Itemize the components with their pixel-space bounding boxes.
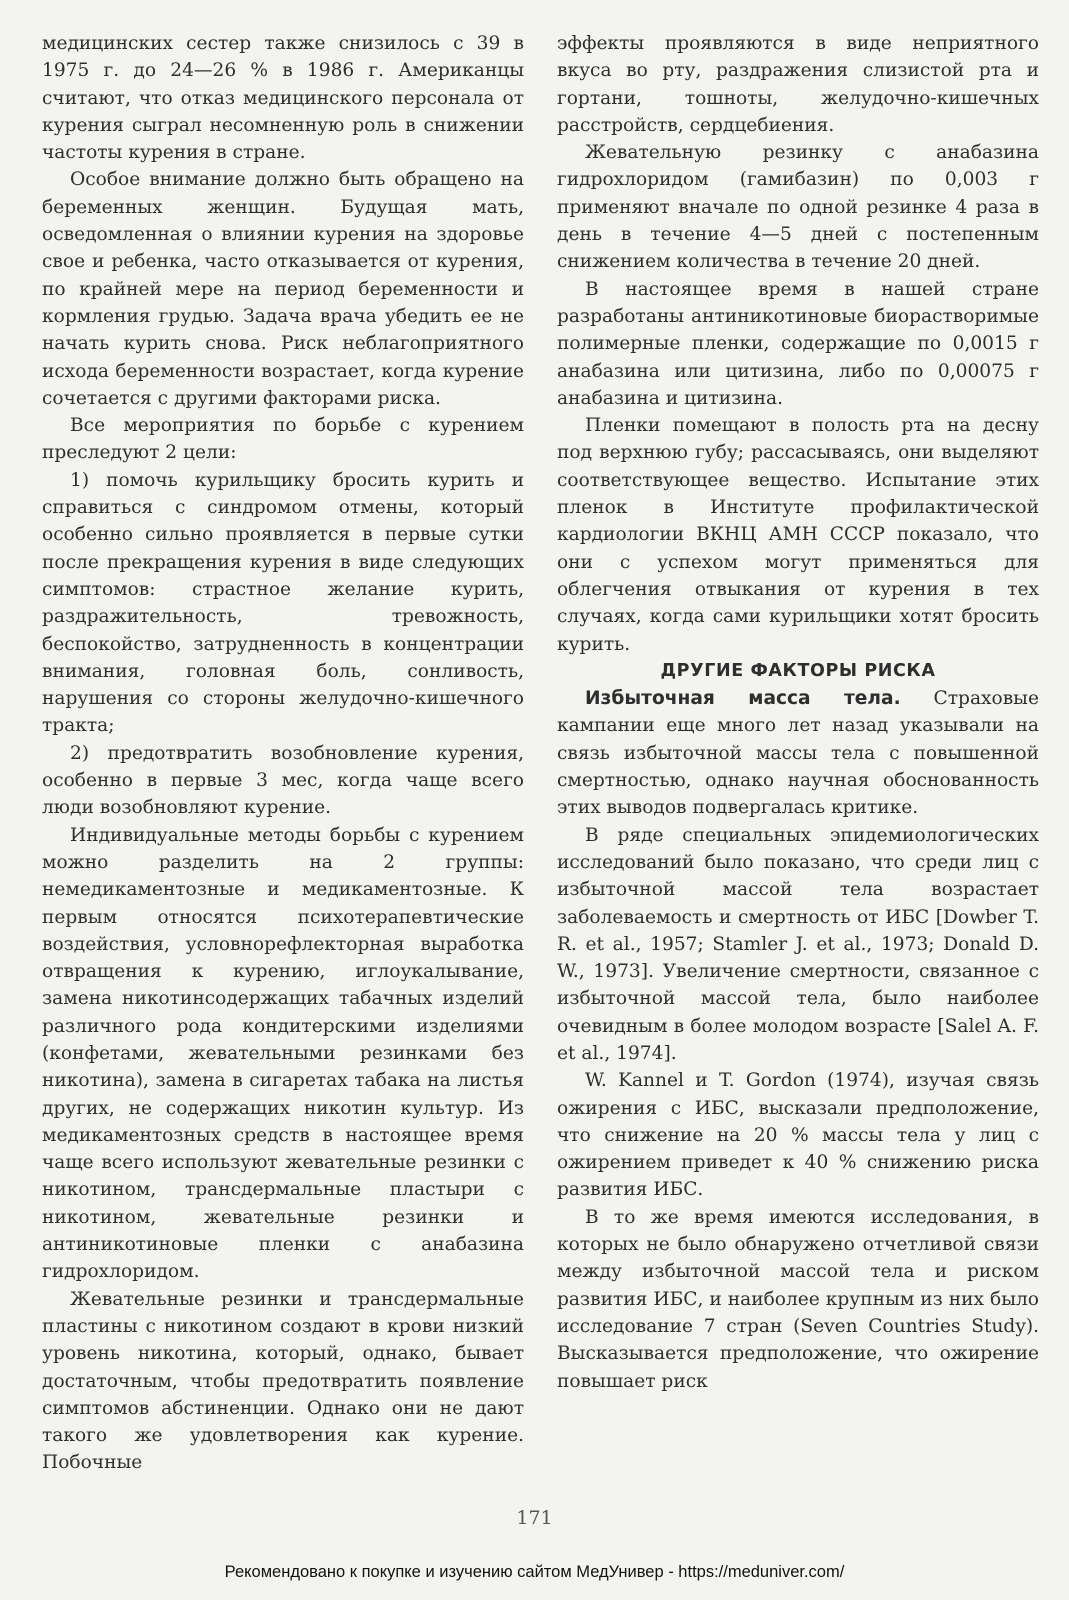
paragraph <box>557 685 1039 821</box>
left-text-column <box>42 30 524 1477</box>
paragraph: W. Kannel и T. Gordon (1974), изучая связь ожирения с ИБС, высказали предположение, что снижение на 20 % массы тела у лиц с ожирением приведет к 40 % снижению риска развития ИБС. <box>557 1070 1039 1201</box>
paragraph: Особое внимание должно быть обращено на беременных женщин. Будущая мать, осведомленная о влиянии курения на здоровье свое и ребенка, часто отказывается от курения, по крайней мере на период беременности и кормления грудью. Задача врача убедить ее не начать курить снова. Риск неблагоприятного исхода беременности возрастает, когда курение сочетается с другими факторами риска. <box>42 169 524 409</box>
paragraph: Пленки помещают в полость рта на десну под верхнюю губу; рассасываясь, они выделяют соответствующее вещество. Испытание этих пленок в Институте профилактической кардиологии ВКНЦ АМН СССР показало, что они с успехом могут применяться для облегчения отвыкания от курения в тех случаях, когда сами курильщики хотят бросить курить. <box>557 415 1039 655</box>
section-heading: ДРУГИЕ ФАКТОРЫ РИСКА <box>660 660 936 681</box>
paragraph: Жевательную резинку с анабазина гидрохлоридом (гамибазин) по 0,003 г применяют вначале по одной резинке 4 раза в день в течение 4—5 дней с постепенным снижением количества в течение 20 дней. <box>557 142 1039 273</box>
paragraph: Все мероприятия по борьбе с курением преследуют 2 цели: <box>42 415 524 464</box>
footer-note: Рекомендовано к покупке и изучению сайтом МедУнивер - https://meduniver.com/ <box>224 1563 845 1581</box>
list-item: 1) помочь курильщику бросить курить и справиться с синдромом отмены, который особенно сильно проявляется в первые сутки после прекращения курения в виде следующих симптомов: страстное желание курить, раздражительность, тревожность, беспокойство, затрудненность в концентрации внимания, головная боль, сонливость, нарушения со стороны желудочно-кишечного тракта; <box>42 469 524 737</box>
paragraph: эффекты проявляются в виде неприятного вкуса во рту, раздражения слизистой рта и гортани, тошноты, желудочно-кишечных расстройств, сердцебиения. <box>557 33 1039 136</box>
paragraph: В настоящее время в нашей стране разработаны антиникотиновые биорастворимые полимерные пленки, содержащие по 0,0015 г анабазина или цитизина, либо по 0,00075 г анабазина и цитизина. <box>557 278 1039 409</box>
paragraph: медицинских сестер также снизилось с 39 в 1975 г. до 24—26 % в 1986 г. Американцы считают, что отказ медицинского персонала от курения сыграл несомненную роль в снижении частоты курения в стране. <box>42 33 524 164</box>
run-in-heading: Избыточная масса тела. <box>585 688 901 710</box>
paragraph: Индивидуальные методы борьбы с курением можно разделить на 2 группы: немедикаментозные и медикаментозные. К первым относятся психотерапевтические воздействия, условнорефлекторная выработка отвращения к курению, иглоукалывание, замена никотинсодержащих табачных изделий различного рода кондитерскими изделиями (конфетами, жевательными резинками без никотина), замена в сигаретах табака на листья других, не содержащих никотин культур. Из медикаментозных средств в настоящее время чаще всего используют жевательные резинки с никотином, трансдермальные пластыри с никотином, жевательные резинки и антиникотиновые пленки с анабазина гидрохлоридом. <box>42 824 524 1283</box>
paragraph: В ряде специальных эпидемиологических исследований было показано, что среди лиц с избыточной массой тела возрастает заболеваемость и смертность от ИБС [Dowber T. R. et al., 1957; Stamler J. et al., 1973; Donald D. W., 1973]. Увеличение смертности, связанное с избыточной массой тела, было наиболее очевидным в более молодом возрасте [Salel A. F. et al., 1974]. <box>557 824 1039 1064</box>
right-text-column <box>557 30 1039 1395</box>
paragraph-text: Страховые кампании еще много лет назад указывали на связь избыточной массы тела с повышенной смертностью, однако научная обоснованность этих выводов подвергалась критике. <box>557 688 1039 819</box>
list-item: 2) предотвратить возобновление курения, особенно в первые 3 мес, когда чаще всего люди возобновляют курение. <box>42 742 524 819</box>
page-number: 171 <box>516 1507 553 1529</box>
paragraph: В то же время имеются исследования, в которых не было обнаружено отчетливой связи между избыточной массой тела и риском развития ИБС, и наиболее крупным из них было исследование 7 стран (Seven Countries Study). Высказывается предположение, что ожирение повышает риск <box>557 1206 1039 1392</box>
paragraph: Жевательные резинки и трансдермальные пластины с никотином создают в крови низкий уровень никотина, который, однако, бывает достаточным, чтобы предотвратить появление симптомов абстиненции. Однако они не дают такого же удовлетворения как курение. Побочные <box>42 1288 524 1474</box>
